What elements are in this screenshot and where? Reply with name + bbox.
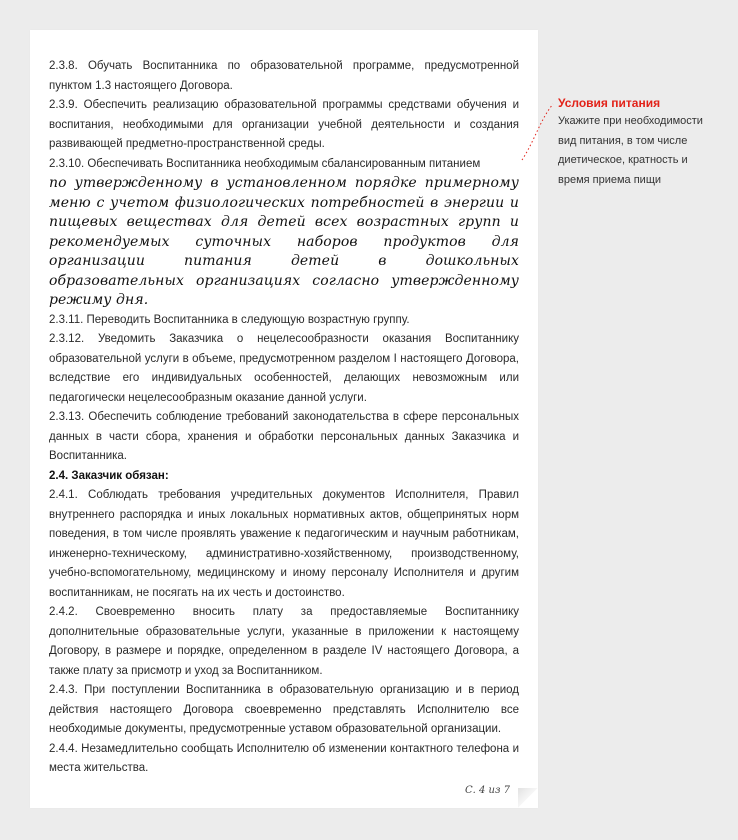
paragraph-2-4-3: 2.4.3. При поступлении Воспитанника в образовательную организацию и в период действия настоящего Договора своевременно представлять Исполнителю все необходимые документы, предусмотренные уставом образовательной организации.: [49, 684, 519, 735]
highlighted-nutrition-clause: по утвержденному в установленном порядке примерному меню с учетом физиологических потребностей в энергии и пищевых веществах для детей всех возрастных групп и рекомендуемых суточных наборов продуктов для организации питания детей в дошкольных образовательных организациях согласно утвержденному режиму дня.: [49, 175, 519, 308]
document-page: [30, 30, 538, 808]
paragraph-2-4-4: 2.4.4. Незамедлительно сообщать Исполнителю об изменении контактного телефона и места жительства.: [49, 742, 519, 774]
document-content: [49, 57, 519, 779]
paragraph-2-3-13: 2.3.13. Обеспечить соблюдение требований законодательства в сфере персональных данных в части сбора, хранения и обработки персональных данных Заказчика и Воспитанника.: [49, 411, 519, 462]
page-number: С. 4 из 7: [465, 785, 510, 796]
paragraph-2-3-11: 2.3.11. Переводить Воспитанника в следующую возрастную группу.: [49, 313, 410, 326]
paragraph-2-3-8: 2.3.8. Обучать Воспитанника по образовательной программе, предусмотренной пунктом 1.3 настоящего Договора.: [49, 60, 519, 92]
margin-note-text: Укажите при необходимости вид питания, в том числе диетическое, кратность и время приема пищи: [558, 115, 703, 186]
paragraph-2-4-1: 2.4.1. Соблюдать требования учредительных документов Исполнителя, Правил внутреннего распорядка и иных локальных нормативных актов, общепринятых норм поведения, в том числе проявлять уважение к педагогическим и научным работникам, инженерно-техническому, административно-хозяйственному, производственному, учебно-вспомогательному, медицинскому и иному персоналу Исполнителя и другим воспитанникам, не посягать на их честь и достоинство.: [49, 489, 519, 599]
paragraph-2-3-12: 2.3.12. Уведомить Заказчика о нецелесообразности оказания Воспитаннику образовательной услуги в объеме, предусмотренном разделом I настоящего Договора, вследствие его индивидуальных особенностей, делающих невозможным или педагогически нецелесообразным оказание данной услуги.: [49, 333, 519, 404]
margin-note-title: Условия питания: [558, 96, 661, 110]
page-corner-fold: [518, 788, 538, 808]
paragraph-2-4-2: 2.4.2. Своевременно вносить плату за предоставляемые Воспитаннику дополнительные образовательные услуги, указанные в приложении к настоящему Договору, в размере и порядке, определенном в разделе IV настоящего Договора, а также плату за присмотр и уход за Воспитанником.: [49, 606, 519, 677]
margin-note: [558, 94, 718, 190]
paragraph-2-3-10: 2.3.10. Обеспечивать Воспитанника необходимым сбалансированным питанием: [49, 157, 481, 170]
section-heading-2-4: 2.4. Заказчик обязан:: [49, 469, 169, 482]
paragraph-2-3-9: 2.3.9. Обеспечить реализацию образовательной программы средствами обучения и воспитания, необходимыми для организации учебной деятельности и создания развивающей предметно-пространственной среды.: [49, 99, 519, 150]
